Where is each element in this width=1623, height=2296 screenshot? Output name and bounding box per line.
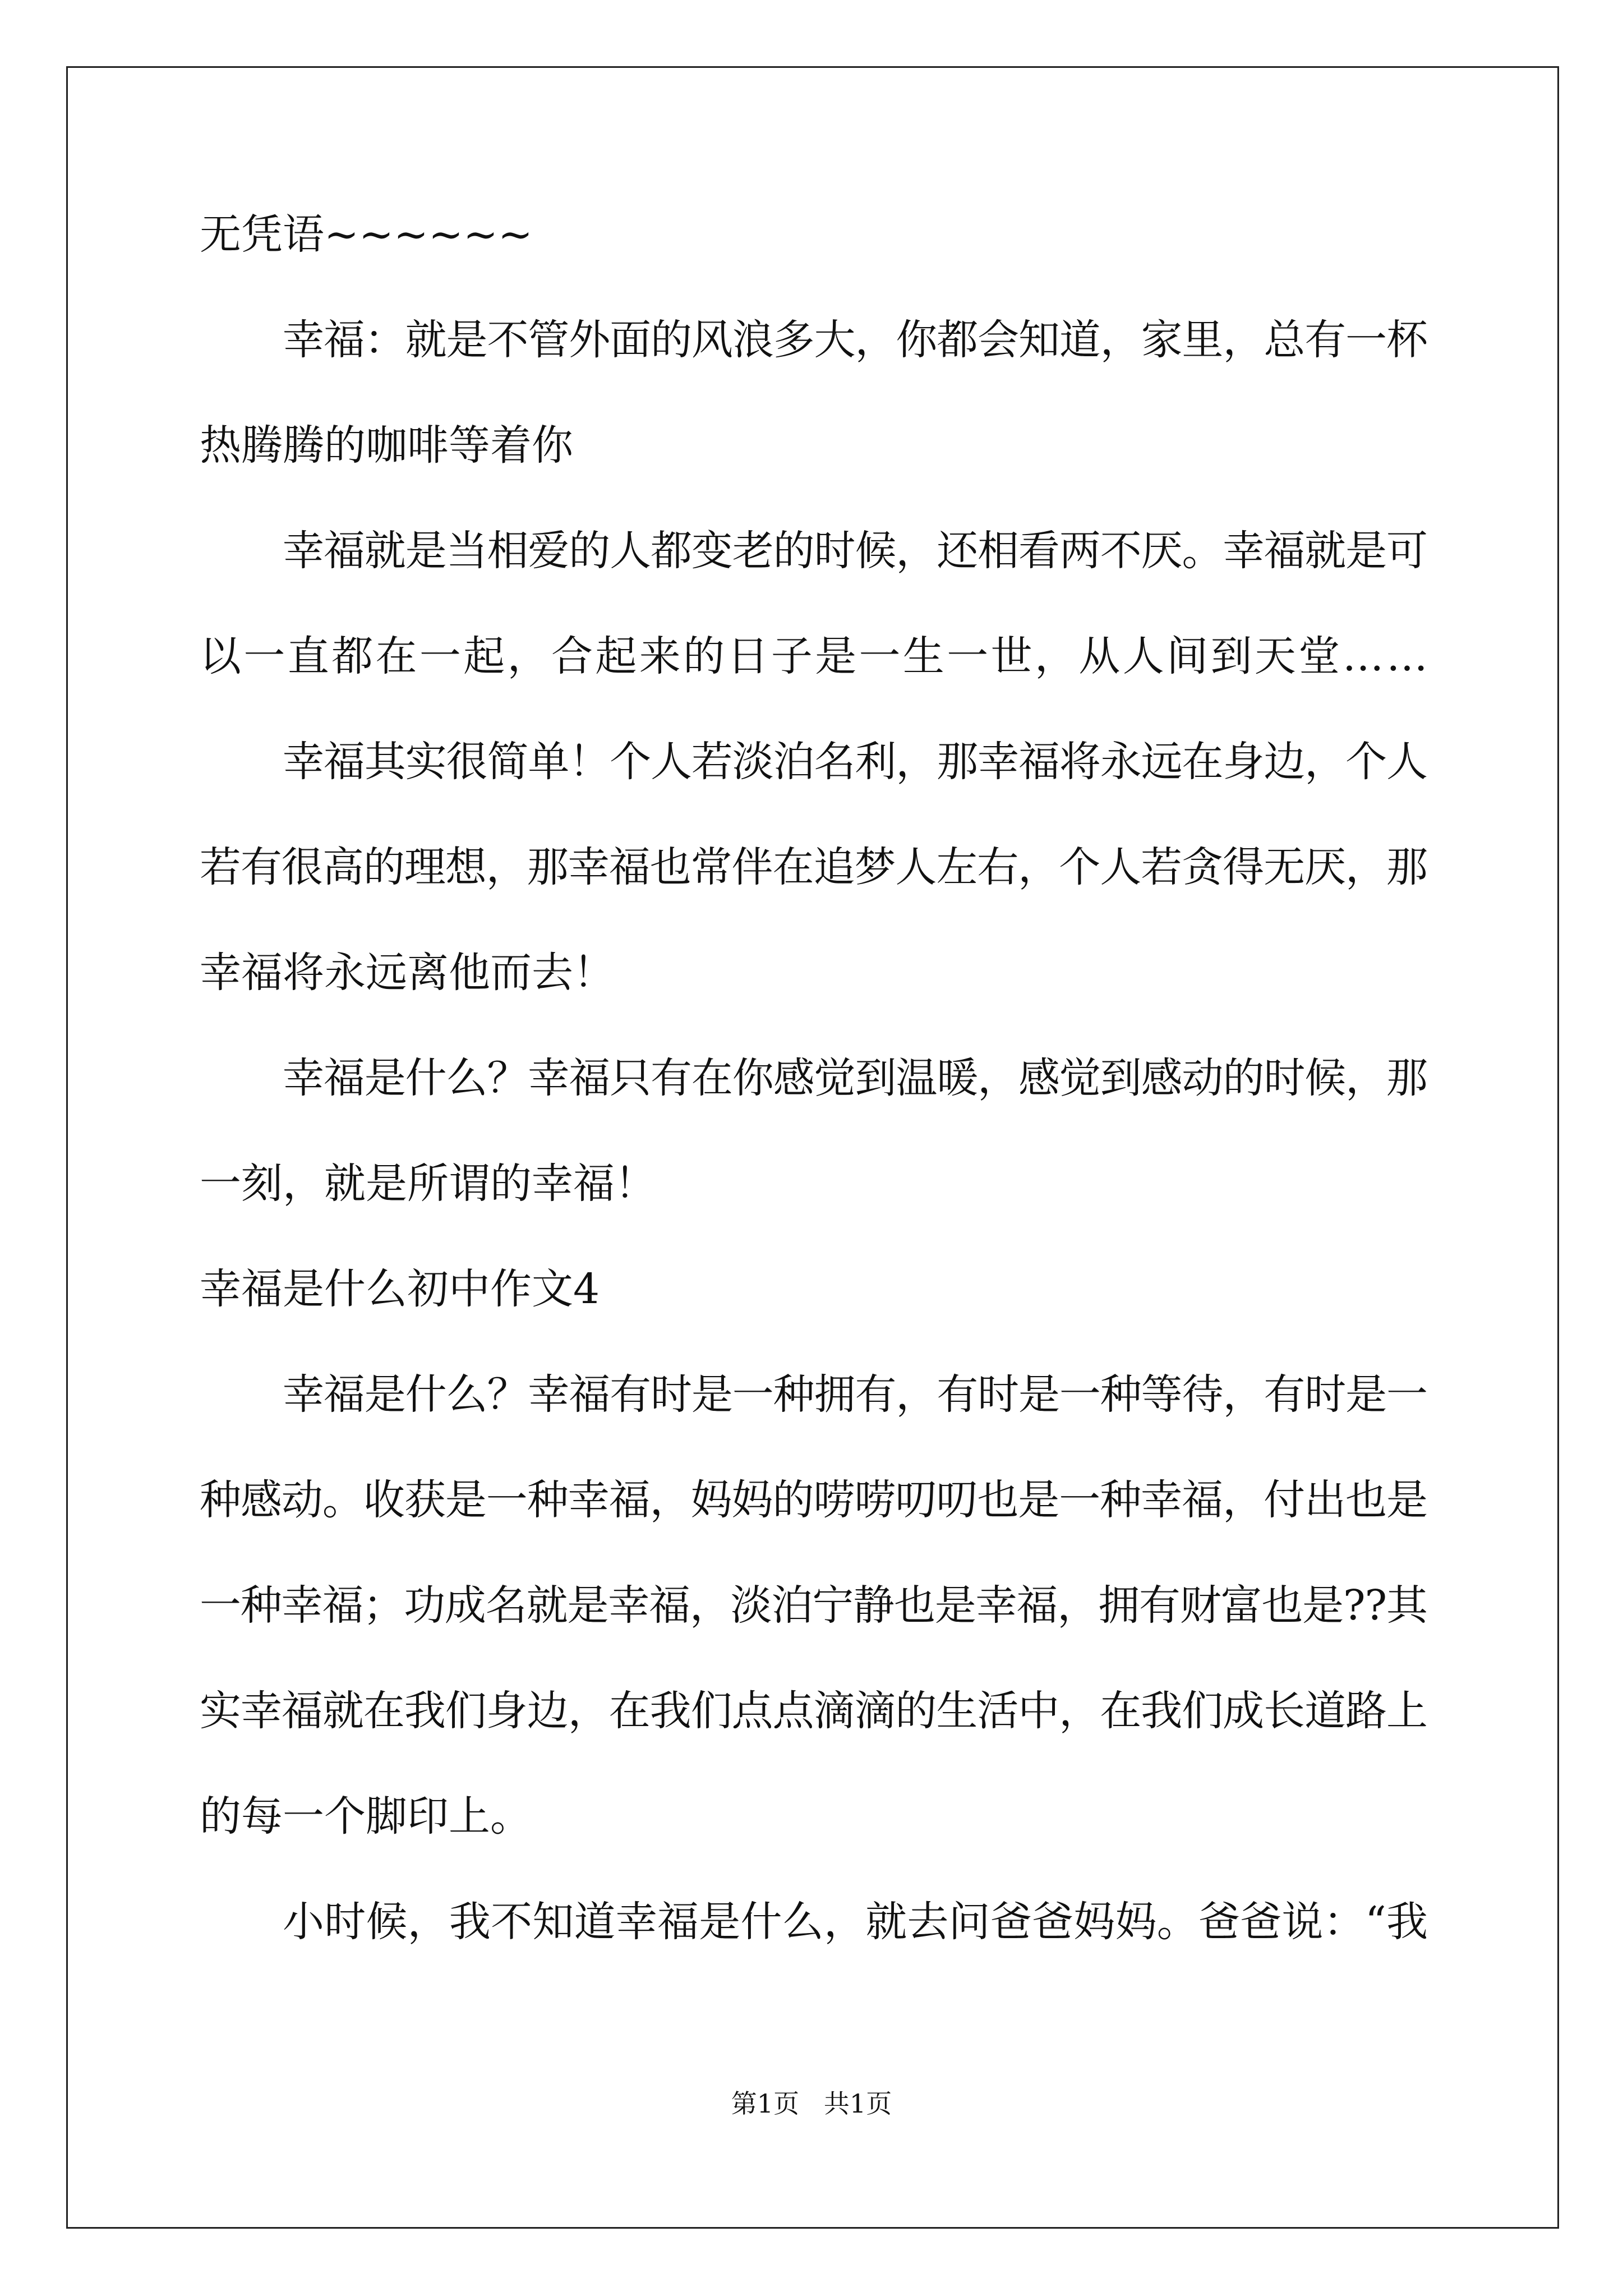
text-line-15: 实幸福就在我们身边，在我们点点滴滴的生活中，在我们成长道路上 [200, 1687, 1427, 1735]
text-line-3: 热腾腾的咖啡等着你 [200, 421, 573, 470]
text-line-7: 若有很高的理想，那幸福也常伴在追梦人左右，个人若贪得无厌，那 [200, 843, 1427, 891]
page-footer: 第1页 共1页 [731, 2088, 892, 2119]
text-line-10: 一刻，就是所谓的幸福！ [200, 1159, 656, 1208]
text-line-9: 幸福是什么？幸福只有在你感觉到温暖，感觉到感动的时候，那 [283, 1054, 1427, 1102]
text-line-17: 小时候，我不知道幸福是什么，就去问爸爸妈妈。爸爸说：“我 [283, 1898, 1428, 1946]
text-line-14: 一种幸福；功成名就是幸福，淡泊宁静也是幸福，拥有财富也是??其 [200, 1581, 1427, 1630]
text-line-2: 幸福：就是不管外面的风浪多大，你都会知道，家里，总有一杯 [283, 316, 1427, 364]
section-heading: 幸福是什么初中作文4 [200, 1265, 600, 1313]
text-line-8: 幸福将永远离他而去！ [200, 949, 615, 997]
text-line-12: 幸福是什么？幸福有时是一种拥有，有时是一种等待，有时是一 [283, 1370, 1427, 1419]
text-line-4: 幸福就是当相爱的人都变老的时候，还相看两不厌。幸福就是可 [283, 527, 1427, 575]
text-line-6: 幸福其实很简单！个人若淡泊名利，那幸福将永远在身边，个人 [283, 738, 1427, 786]
text-line-1: 无凭语~~~~~~ [200, 210, 533, 259]
text-line-13: 种感动。收获是一种幸福，妈妈的唠唠叨叨也是一种幸福，付出也是 [200, 1476, 1427, 1524]
text-line-5: 以一直都在一起，合起来的日子是一生一世，从人间到天堂…… [200, 632, 1431, 680]
text-line-16: 的每一个脚印上。 [200, 1792, 532, 1841]
